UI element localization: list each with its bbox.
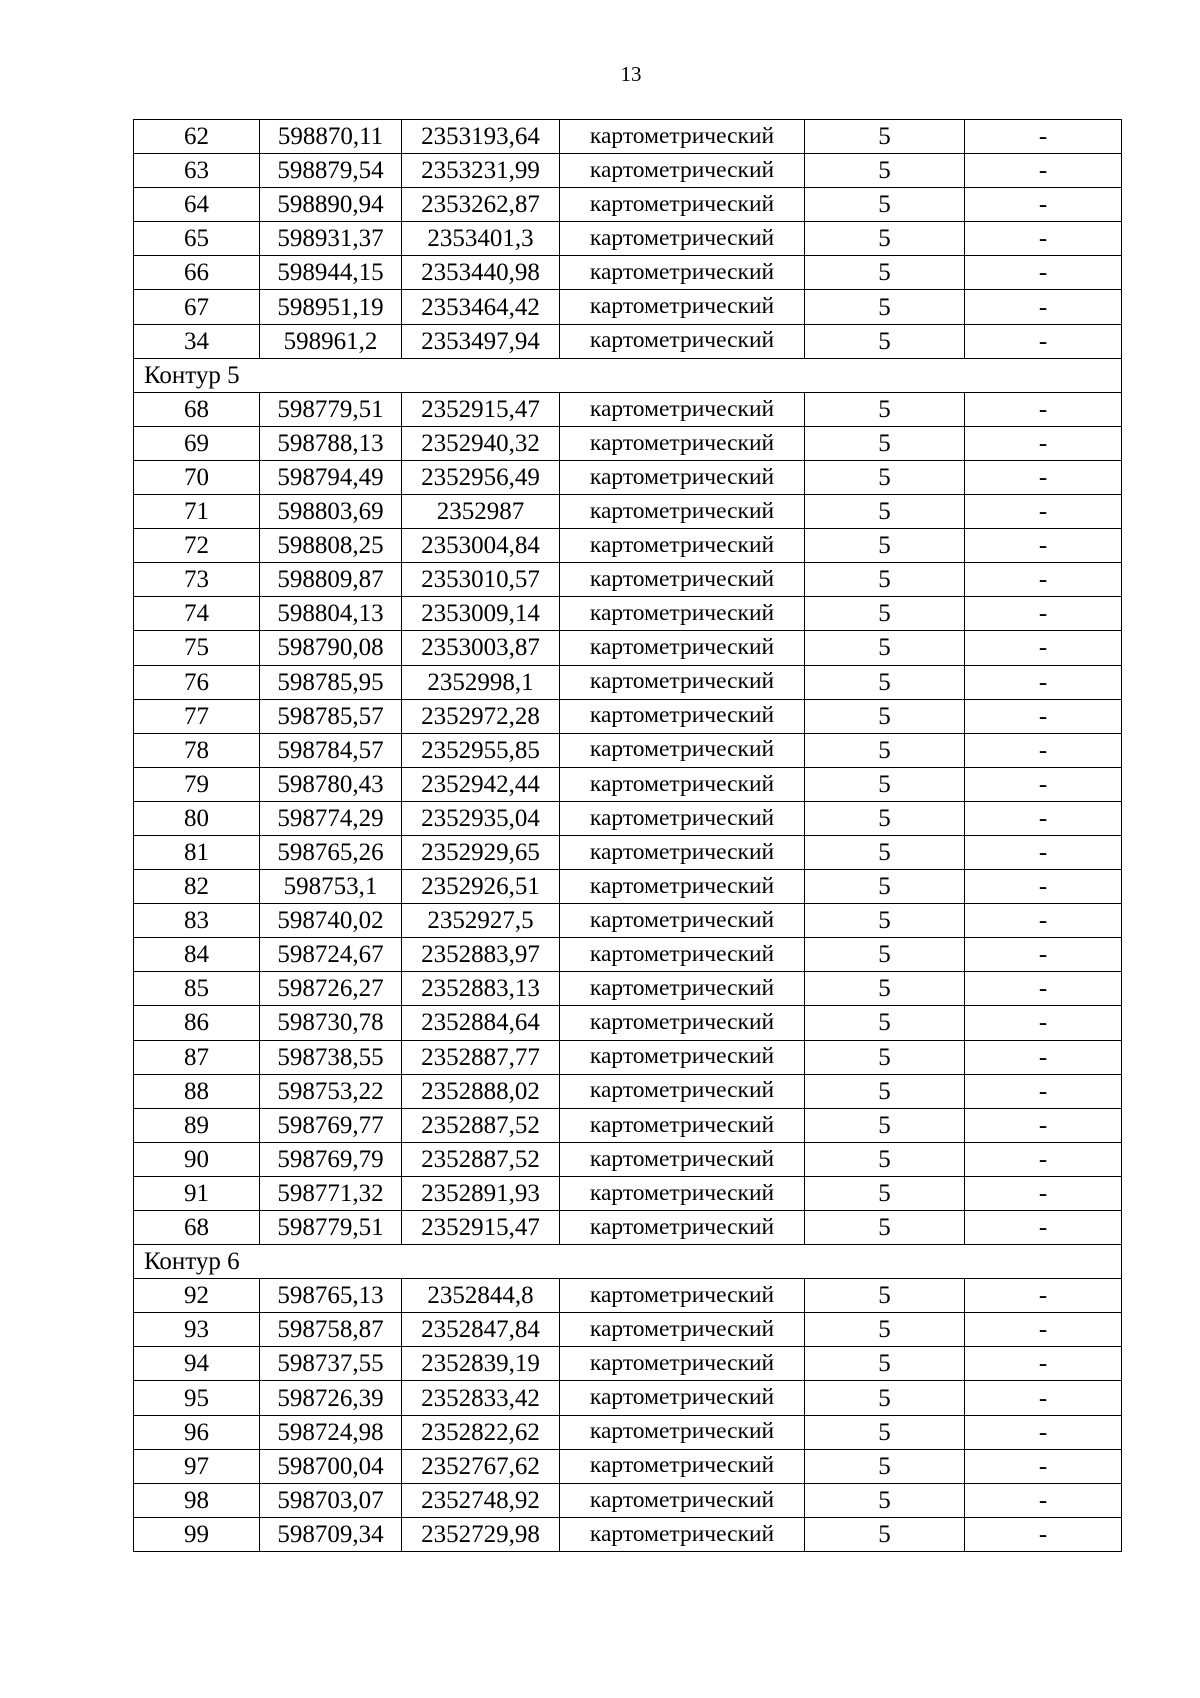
- description-cell: -: [965, 290, 1122, 324]
- accuracy-cell: 5: [805, 1313, 965, 1347]
- method-cell: картометрический: [560, 154, 805, 188]
- table-body: [134, 120, 1122, 1552]
- point-number-cell: 96: [134, 1415, 260, 1449]
- x-coordinate-cell: 598890,94: [260, 188, 402, 222]
- point-number-cell: 75: [134, 631, 260, 665]
- method-cell: картометрический: [560, 665, 805, 699]
- table-row: [134, 1074, 1122, 1108]
- table-row: [134, 938, 1122, 972]
- accuracy-cell: 5: [805, 665, 965, 699]
- accuracy-cell: 5: [805, 120, 965, 154]
- point-number-cell: 64: [134, 188, 260, 222]
- y-coordinate-cell: 2353464,42: [402, 290, 560, 324]
- table-row: [134, 631, 1122, 665]
- method-cell: картометрический: [560, 1381, 805, 1415]
- description-cell: -: [965, 938, 1122, 972]
- description-cell: -: [965, 904, 1122, 938]
- x-coordinate-cell: 598931,37: [260, 222, 402, 256]
- x-coordinate-cell: 598808,25: [260, 529, 402, 563]
- point-number-cell: 92: [134, 1279, 260, 1313]
- description-cell: -: [965, 154, 1122, 188]
- table-row: [134, 699, 1122, 733]
- method-cell: картометрический: [560, 904, 805, 938]
- point-number-cell: 83: [134, 904, 260, 938]
- method-cell: картометрический: [560, 1176, 805, 1210]
- table-row: [134, 597, 1122, 631]
- x-coordinate-cell: 598788,13: [260, 426, 402, 460]
- x-coordinate-cell: 598724,67: [260, 938, 402, 972]
- accuracy-cell: 5: [805, 392, 965, 426]
- description-cell: -: [965, 1517, 1122, 1551]
- coordinates-table: [133, 119, 1122, 1552]
- accuracy-cell: 5: [805, 904, 965, 938]
- description-cell: -: [965, 1347, 1122, 1381]
- y-coordinate-cell: 2352767,62: [402, 1449, 560, 1483]
- x-coordinate-cell: 598944,15: [260, 256, 402, 290]
- accuracy-cell: 5: [805, 154, 965, 188]
- x-coordinate-cell: 598769,79: [260, 1142, 402, 1176]
- table-row: [134, 1381, 1122, 1415]
- table-row: [134, 1279, 1122, 1313]
- accuracy-cell: 5: [805, 1449, 965, 1483]
- method-cell: картометрический: [560, 392, 805, 426]
- method-cell: картометрический: [560, 1483, 805, 1517]
- y-coordinate-cell: 2352915,47: [402, 392, 560, 426]
- accuracy-cell: 5: [805, 801, 965, 835]
- y-coordinate-cell: 2352956,49: [402, 460, 560, 494]
- y-coordinate-cell: 2352847,84: [402, 1313, 560, 1347]
- y-coordinate-cell: 2352883,13: [402, 972, 560, 1006]
- x-coordinate-cell: 598803,69: [260, 495, 402, 529]
- y-coordinate-cell: 2352940,32: [402, 426, 560, 460]
- x-coordinate-cell: 598769,77: [260, 1108, 402, 1142]
- table-row: [134, 1483, 1122, 1517]
- table-row: [134, 1347, 1122, 1381]
- method-cell: картометрический: [560, 733, 805, 767]
- method-cell: картометрический: [560, 1040, 805, 1074]
- x-coordinate-cell: 598779,51: [260, 1211, 402, 1245]
- description-cell: -: [965, 767, 1122, 801]
- table-row: [134, 972, 1122, 1006]
- accuracy-cell: 5: [805, 188, 965, 222]
- accuracy-cell: 5: [805, 1006, 965, 1040]
- accuracy-cell: 5: [805, 563, 965, 597]
- accuracy-cell: 5: [805, 972, 965, 1006]
- point-number-cell: 98: [134, 1483, 260, 1517]
- description-cell: -: [965, 120, 1122, 154]
- table-row: [134, 767, 1122, 801]
- accuracy-cell: 5: [805, 495, 965, 529]
- x-coordinate-cell: 598771,32: [260, 1176, 402, 1210]
- x-coordinate-cell: 598784,57: [260, 733, 402, 767]
- x-coordinate-cell: 598758,87: [260, 1313, 402, 1347]
- point-number-cell: 87: [134, 1040, 260, 1074]
- description-cell: -: [965, 426, 1122, 460]
- method-cell: картометрический: [560, 563, 805, 597]
- x-coordinate-cell: 598809,87: [260, 563, 402, 597]
- method-cell: картометрический: [560, 529, 805, 563]
- y-coordinate-cell: 2353262,87: [402, 188, 560, 222]
- method-cell: картометрический: [560, 460, 805, 494]
- x-coordinate-cell: 598780,43: [260, 767, 402, 801]
- method-cell: картометрический: [560, 222, 805, 256]
- section-row: [134, 1245, 1122, 1279]
- x-coordinate-cell: 598879,54: [260, 154, 402, 188]
- x-coordinate-cell: 598726,39: [260, 1381, 402, 1415]
- page-number: 13: [620, 62, 642, 86]
- description-cell: -: [965, 1313, 1122, 1347]
- x-coordinate-cell: 598961,2: [260, 324, 402, 358]
- y-coordinate-cell: 2353010,57: [402, 563, 560, 597]
- accuracy-cell: 5: [805, 699, 965, 733]
- method-cell: картометрический: [560, 324, 805, 358]
- description-cell: -: [965, 801, 1122, 835]
- y-coordinate-cell: 2352955,85: [402, 733, 560, 767]
- point-number-cell: 77: [134, 699, 260, 733]
- point-number-cell: 99: [134, 1517, 260, 1551]
- x-coordinate-cell: 598753,1: [260, 870, 402, 904]
- y-coordinate-cell: 2352729,98: [402, 1517, 560, 1551]
- method-cell: картометрический: [560, 767, 805, 801]
- accuracy-cell: 5: [805, 1211, 965, 1245]
- accuracy-cell: 5: [805, 1415, 965, 1449]
- description-cell: -: [965, 631, 1122, 665]
- accuracy-cell: 5: [805, 1176, 965, 1210]
- table-row: [134, 1040, 1122, 1074]
- y-coordinate-cell: 2352844,8: [402, 1279, 560, 1313]
- y-coordinate-cell: 2352839,19: [402, 1347, 560, 1381]
- description-cell: -: [965, 1142, 1122, 1176]
- point-number-cell: 62: [134, 120, 260, 154]
- accuracy-cell: 5: [805, 1347, 965, 1381]
- accuracy-cell: 5: [805, 290, 965, 324]
- x-coordinate-cell: 598709,34: [260, 1517, 402, 1551]
- x-coordinate-cell: 598779,51: [260, 392, 402, 426]
- table-row: [134, 904, 1122, 938]
- point-number-cell: 71: [134, 495, 260, 529]
- method-cell: картометрический: [560, 972, 805, 1006]
- y-coordinate-cell: 2352926,51: [402, 870, 560, 904]
- description-cell: -: [965, 835, 1122, 869]
- accuracy-cell: 5: [805, 767, 965, 801]
- x-coordinate-cell: 598790,08: [260, 631, 402, 665]
- accuracy-cell: 5: [805, 938, 965, 972]
- y-coordinate-cell: 2352987: [402, 495, 560, 529]
- point-number-cell: 70: [134, 460, 260, 494]
- accuracy-cell: 5: [805, 870, 965, 904]
- table-row: [134, 665, 1122, 699]
- method-cell: картометрический: [560, 1415, 805, 1449]
- point-number-cell: 74: [134, 597, 260, 631]
- description-cell: -: [965, 1279, 1122, 1313]
- y-coordinate-cell: 2352972,28: [402, 699, 560, 733]
- accuracy-cell: 5: [805, 1279, 965, 1313]
- description-cell: -: [965, 495, 1122, 529]
- description-cell: -: [965, 1074, 1122, 1108]
- method-cell: картометрический: [560, 870, 805, 904]
- method-cell: картометрический: [560, 597, 805, 631]
- y-coordinate-cell: 2352927,5: [402, 904, 560, 938]
- method-cell: картометрический: [560, 120, 805, 154]
- description-cell: -: [965, 392, 1122, 426]
- point-number-cell: 69: [134, 426, 260, 460]
- y-coordinate-cell: 2353497,94: [402, 324, 560, 358]
- point-number-cell: 67: [134, 290, 260, 324]
- table-row: [134, 460, 1122, 494]
- accuracy-cell: 5: [805, 1517, 965, 1551]
- y-coordinate-cell: 2353440,98: [402, 256, 560, 290]
- description-cell: -: [965, 870, 1122, 904]
- table-row: [134, 801, 1122, 835]
- table-row: [134, 1142, 1122, 1176]
- accuracy-cell: 5: [805, 256, 965, 290]
- table-row: [134, 835, 1122, 869]
- x-coordinate-cell: 598794,49: [260, 460, 402, 494]
- x-coordinate-cell: 598951,19: [260, 290, 402, 324]
- y-coordinate-cell: 2352942,44: [402, 767, 560, 801]
- y-coordinate-cell: 2353193,64: [402, 120, 560, 154]
- y-coordinate-cell: 2353009,14: [402, 597, 560, 631]
- y-coordinate-cell: 2352929,65: [402, 835, 560, 869]
- x-coordinate-cell: 598774,29: [260, 801, 402, 835]
- y-coordinate-cell: 2353231,99: [402, 154, 560, 188]
- point-number-cell: 84: [134, 938, 260, 972]
- table-row: [134, 870, 1122, 904]
- description-cell: -: [965, 1483, 1122, 1517]
- table-row: [134, 222, 1122, 256]
- y-coordinate-cell: 2352884,64: [402, 1006, 560, 1040]
- method-cell: картометрический: [560, 1347, 805, 1381]
- table-row: [134, 426, 1122, 460]
- table-row: [134, 1108, 1122, 1142]
- description-cell: -: [965, 1211, 1122, 1245]
- y-coordinate-cell: 2352748,92: [402, 1483, 560, 1517]
- table-row: [134, 529, 1122, 563]
- y-coordinate-cell: 2352888,02: [402, 1074, 560, 1108]
- description-cell: -: [965, 1108, 1122, 1142]
- accuracy-cell: 5: [805, 631, 965, 665]
- y-coordinate-cell: 2352822,62: [402, 1415, 560, 1449]
- method-cell: картометрический: [560, 1449, 805, 1483]
- y-coordinate-cell: 2352935,04: [402, 801, 560, 835]
- x-coordinate-cell: 598785,95: [260, 665, 402, 699]
- x-coordinate-cell: 598765,13: [260, 1279, 402, 1313]
- method-cell: картометрический: [560, 1108, 805, 1142]
- description-cell: -: [965, 256, 1122, 290]
- method-cell: картометрический: [560, 426, 805, 460]
- table-row: [134, 1211, 1122, 1245]
- x-coordinate-cell: 598703,07: [260, 1483, 402, 1517]
- x-coordinate-cell: 598870,11: [260, 120, 402, 154]
- description-cell: -: [965, 1449, 1122, 1483]
- description-cell: -: [965, 733, 1122, 767]
- accuracy-cell: 5: [805, 835, 965, 869]
- point-number-cell: 81: [134, 835, 260, 869]
- table-row: [134, 1313, 1122, 1347]
- point-number-cell: 86: [134, 1006, 260, 1040]
- x-coordinate-cell: 598765,26: [260, 835, 402, 869]
- method-cell: картометрический: [560, 256, 805, 290]
- point-number-cell: 73: [134, 563, 260, 597]
- x-coordinate-cell: 598753,22: [260, 1074, 402, 1108]
- y-coordinate-cell: 2353003,87: [402, 631, 560, 665]
- description-cell: -: [965, 222, 1122, 256]
- table-row: [134, 495, 1122, 529]
- table-row: [134, 733, 1122, 767]
- description-cell: -: [965, 324, 1122, 358]
- table-row: [134, 1415, 1122, 1449]
- description-cell: -: [965, 563, 1122, 597]
- x-coordinate-cell: 598737,55: [260, 1347, 402, 1381]
- description-cell: -: [965, 529, 1122, 563]
- point-number-cell: 97: [134, 1449, 260, 1483]
- x-coordinate-cell: 598785,57: [260, 699, 402, 733]
- method-cell: картометрический: [560, 1313, 805, 1347]
- method-cell: картометрический: [560, 290, 805, 324]
- table-row: [134, 563, 1122, 597]
- section-label: Контур 5: [134, 358, 1122, 392]
- x-coordinate-cell: 598726,27: [260, 972, 402, 1006]
- table-row: [134, 324, 1122, 358]
- point-number-cell: 79: [134, 767, 260, 801]
- point-number-cell: 89: [134, 1108, 260, 1142]
- point-number-cell: 76: [134, 665, 260, 699]
- y-coordinate-cell: 2352883,97: [402, 938, 560, 972]
- point-number-cell: 88: [134, 1074, 260, 1108]
- point-number-cell: 68: [134, 392, 260, 426]
- table-row: [134, 392, 1122, 426]
- point-number-cell: 85: [134, 972, 260, 1006]
- method-cell: картометрический: [560, 1142, 805, 1176]
- accuracy-cell: 5: [805, 597, 965, 631]
- y-coordinate-cell: 2352887,52: [402, 1108, 560, 1142]
- description-cell: -: [965, 597, 1122, 631]
- method-cell: картометрический: [560, 495, 805, 529]
- point-number-cell: 78: [134, 733, 260, 767]
- x-coordinate-cell: 598738,55: [260, 1040, 402, 1074]
- x-coordinate-cell: 598724,98: [260, 1415, 402, 1449]
- point-number-cell: 94: [134, 1347, 260, 1381]
- table-row: [134, 256, 1122, 290]
- table-row: [134, 154, 1122, 188]
- point-number-cell: 90: [134, 1142, 260, 1176]
- method-cell: картометрический: [560, 699, 805, 733]
- accuracy-cell: 5: [805, 733, 965, 767]
- method-cell: картометрический: [560, 188, 805, 222]
- point-number-cell: 65: [134, 222, 260, 256]
- method-cell: картометрический: [560, 938, 805, 972]
- method-cell: картометрический: [560, 1517, 805, 1551]
- method-cell: картометрический: [560, 631, 805, 665]
- y-coordinate-cell: 2352887,52: [402, 1142, 560, 1176]
- point-number-cell: 63: [134, 154, 260, 188]
- y-coordinate-cell: 2352891,93: [402, 1176, 560, 1210]
- point-number-cell: 34: [134, 324, 260, 358]
- description-cell: -: [965, 1176, 1122, 1210]
- accuracy-cell: 5: [805, 1381, 965, 1415]
- accuracy-cell: 5: [805, 324, 965, 358]
- table-row: [134, 1517, 1122, 1551]
- accuracy-cell: 5: [805, 1074, 965, 1108]
- method-cell: картометрический: [560, 1074, 805, 1108]
- description-cell: -: [965, 460, 1122, 494]
- table-row: [134, 1006, 1122, 1040]
- y-coordinate-cell: 2352887,77: [402, 1040, 560, 1074]
- method-cell: картометрический: [560, 801, 805, 835]
- table-row: [134, 290, 1122, 324]
- description-cell: -: [965, 972, 1122, 1006]
- table-row: [134, 1176, 1122, 1210]
- accuracy-cell: 5: [805, 222, 965, 256]
- section-label: Контур 6: [134, 1245, 1122, 1279]
- description-cell: -: [965, 1006, 1122, 1040]
- description-cell: -: [965, 1415, 1122, 1449]
- table-row: [134, 188, 1122, 222]
- point-number-cell: 68: [134, 1211, 260, 1245]
- y-coordinate-cell: 2352998,1: [402, 665, 560, 699]
- point-number-cell: 82: [134, 870, 260, 904]
- accuracy-cell: 5: [805, 460, 965, 494]
- table-row: [134, 1449, 1122, 1483]
- point-number-cell: 93: [134, 1313, 260, 1347]
- accuracy-cell: 5: [805, 529, 965, 563]
- accuracy-cell: 5: [805, 1483, 965, 1517]
- y-coordinate-cell: 2353401,3: [402, 222, 560, 256]
- description-cell: -: [965, 188, 1122, 222]
- method-cell: картометрический: [560, 835, 805, 869]
- accuracy-cell: 5: [805, 1142, 965, 1176]
- point-number-cell: 66: [134, 256, 260, 290]
- x-coordinate-cell: 598730,78: [260, 1006, 402, 1040]
- x-coordinate-cell: 598700,04: [260, 1449, 402, 1483]
- y-coordinate-cell: 2352833,42: [402, 1381, 560, 1415]
- y-coordinate-cell: 2352915,47: [402, 1211, 560, 1245]
- method-cell: картометрический: [560, 1279, 805, 1313]
- point-number-cell: 80: [134, 801, 260, 835]
- y-coordinate-cell: 2353004,84: [402, 529, 560, 563]
- method-cell: картометрический: [560, 1211, 805, 1245]
- table-row: [134, 120, 1122, 154]
- description-cell: -: [965, 665, 1122, 699]
- accuracy-cell: 5: [805, 426, 965, 460]
- description-cell: -: [965, 1040, 1122, 1074]
- point-number-cell: 72: [134, 529, 260, 563]
- section-row: [134, 358, 1122, 392]
- description-cell: -: [965, 699, 1122, 733]
- accuracy-cell: 5: [805, 1040, 965, 1074]
- point-number-cell: 95: [134, 1381, 260, 1415]
- method-cell: картометрический: [560, 1006, 805, 1040]
- x-coordinate-cell: 598804,13: [260, 597, 402, 631]
- accuracy-cell: 5: [805, 1108, 965, 1142]
- point-number-cell: 91: [134, 1176, 260, 1210]
- description-cell: -: [965, 1381, 1122, 1415]
- x-coordinate-cell: 598740,02: [260, 904, 402, 938]
